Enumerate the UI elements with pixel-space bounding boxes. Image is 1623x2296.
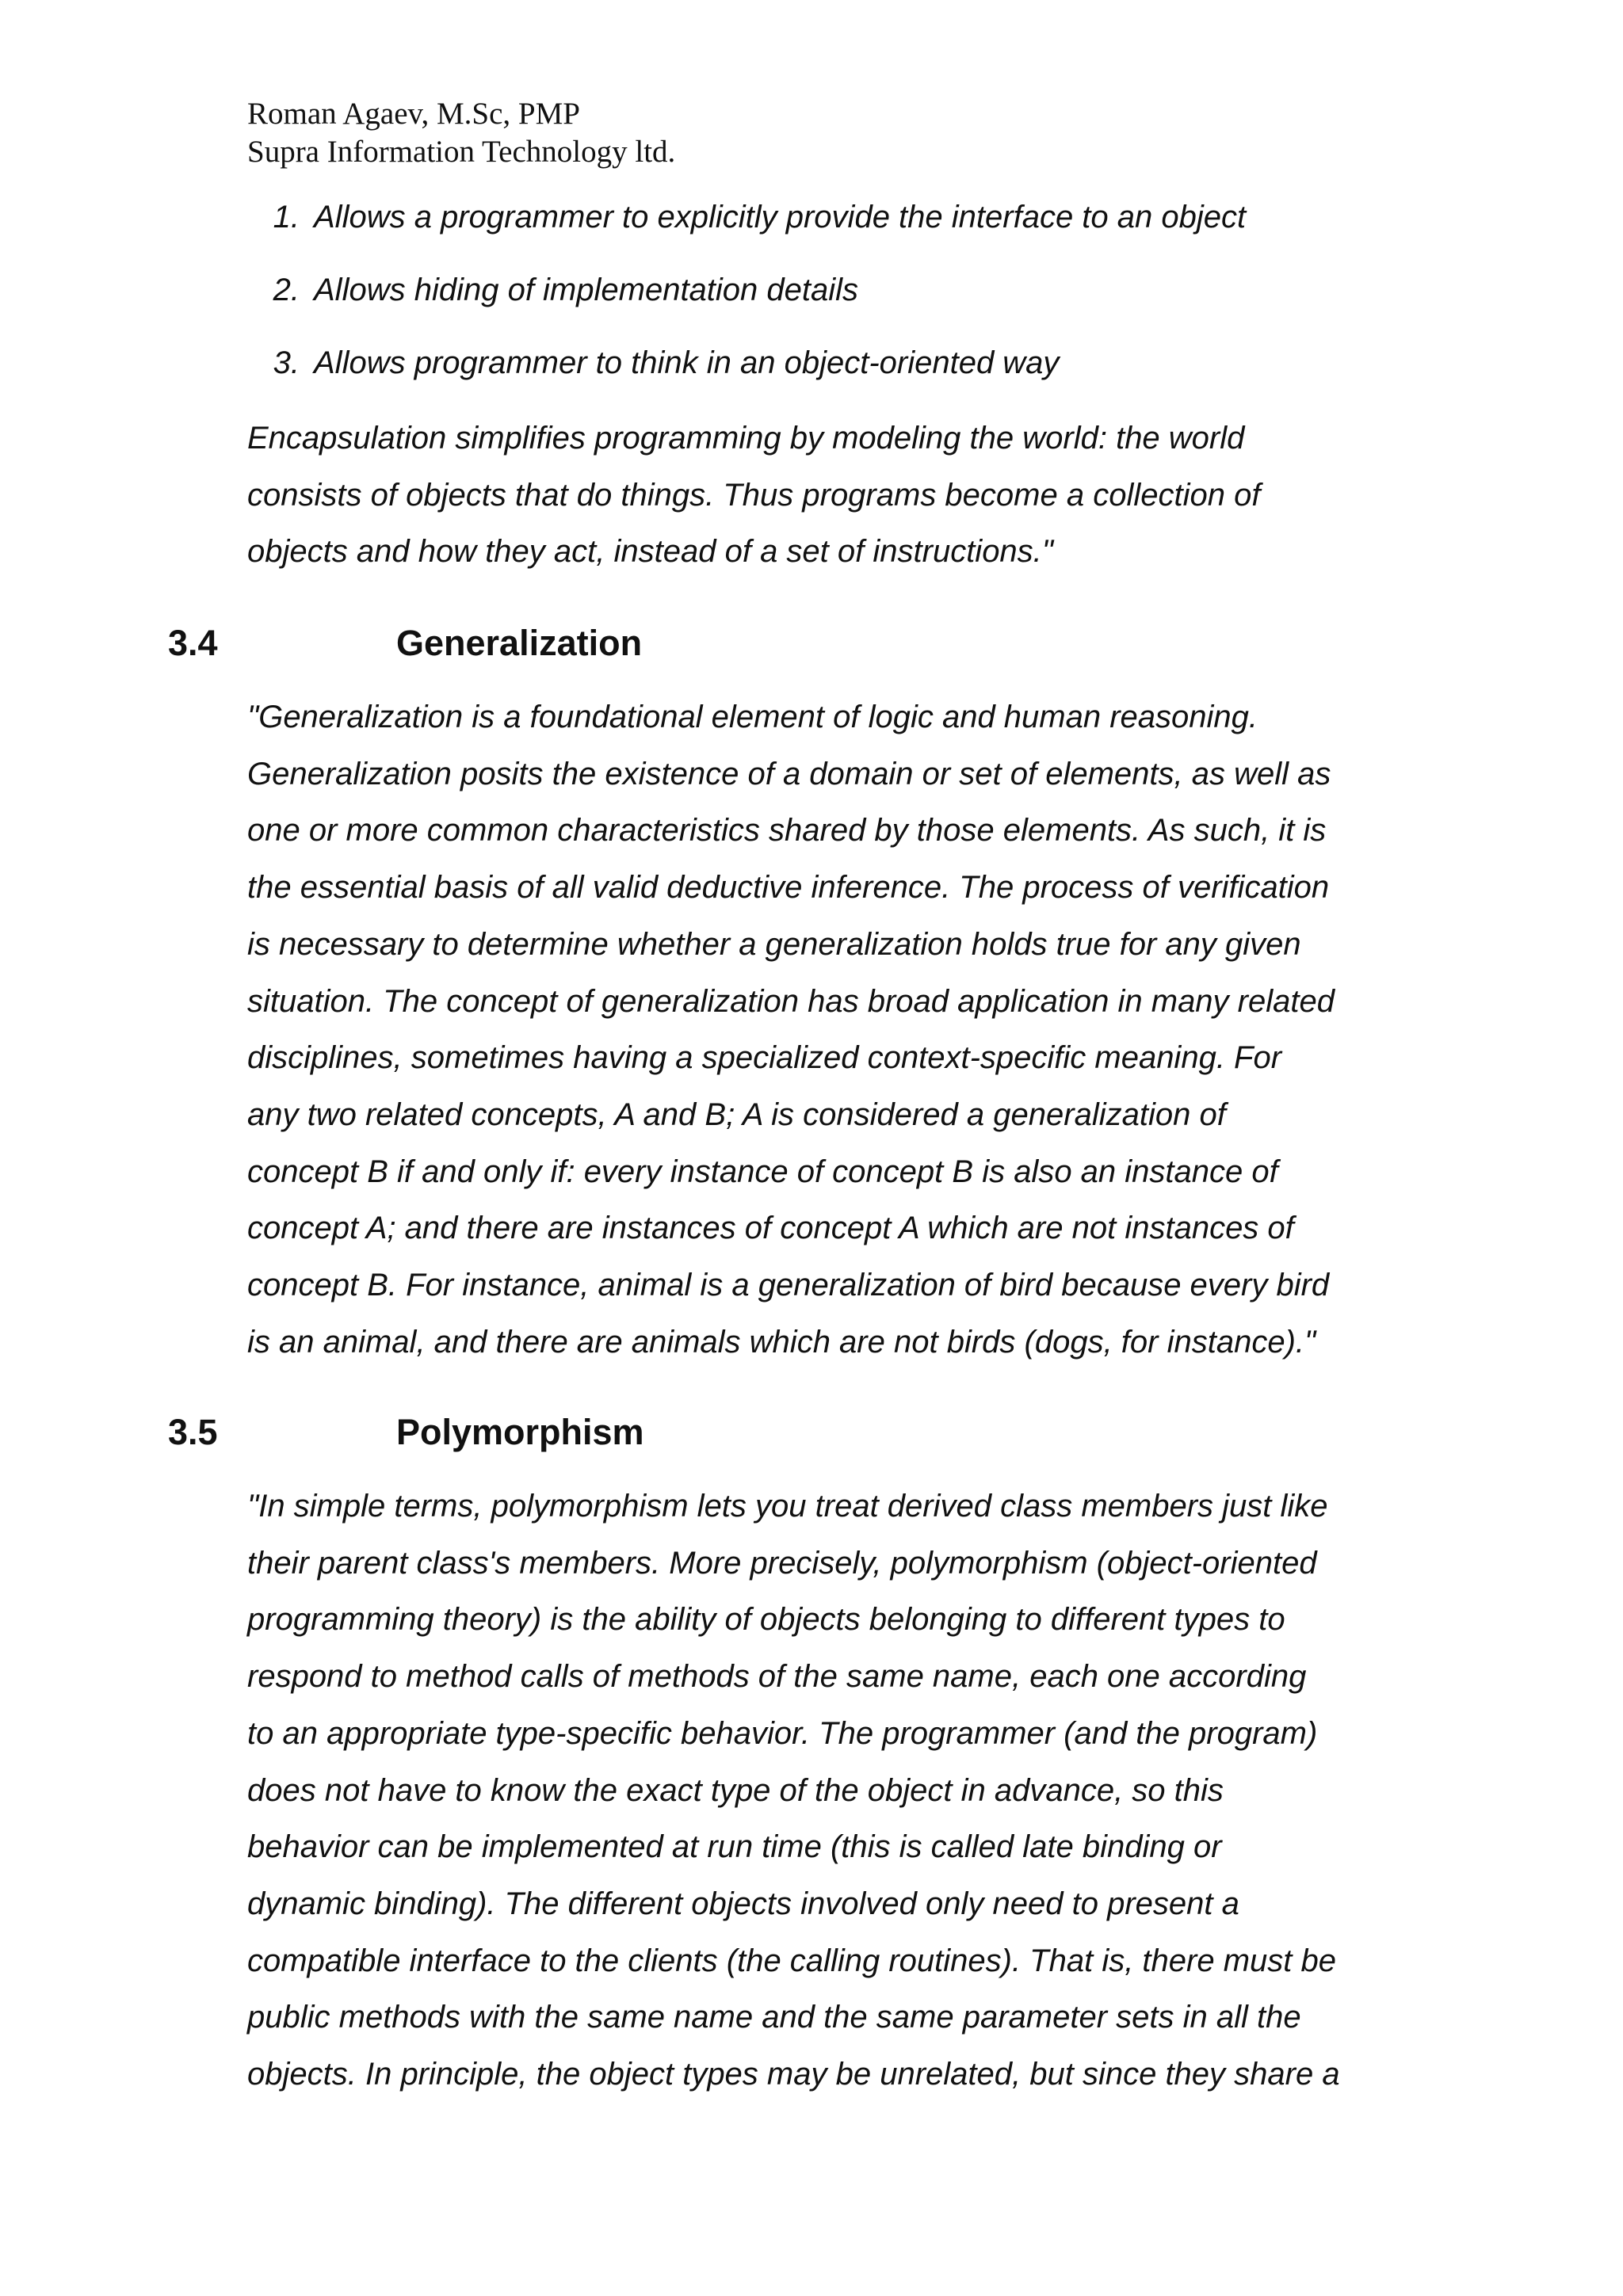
text-line: does not have to know the exact type of the object in advance, so this — [247, 1772, 1224, 1808]
text-line: objects and how they act, instead of a set of instructions." — [247, 534, 1053, 570]
list-item-text: Allows a programmer to explicitly provide the interface to an object — [314, 200, 1247, 235]
text-line: behavior can be implemented at run time (this is called late binding or — [247, 1829, 1222, 1865]
text-line: respond to method calls of methods of the same name, each one according — [247, 1659, 1307, 1695]
list-item — [247, 266, 1396, 339]
generalization-paragraph — [247, 689, 1388, 1371]
text-line: public methods with the same name and the same parameter sets in all the — [247, 2000, 1301, 2035]
text-line: concept A; and there are instances of concept A which are not instances of — [247, 1211, 1294, 1246]
text-line: "Generalization is a foundational element of logic and human reasoning. — [247, 700, 1258, 734]
text-line: any two related concepts, A and B; A is considered a generalization of — [247, 1097, 1226, 1132]
list-item-number: 3. — [273, 345, 300, 380]
text-line: one or more common characteristics shared by those elements. As such, it is — [247, 813, 1327, 849]
section-number: 3.5 — [168, 1412, 218, 1452]
text-line: to an appropriate type-specific behavior. The programmer (and the program) — [247, 1715, 1318, 1751]
list-item-number: 2. — [273, 273, 300, 307]
text-line: the essential basis of all valid deductive inference. The process of verification — [247, 870, 1330, 906]
section-title: Polymorphism — [396, 1412, 644, 1452]
header-author: Roman Agaev, M.Sc, PMP — [247, 97, 580, 131]
list-item-text: Allows programmer to think in an object-oriented way — [314, 345, 1060, 380]
section-heading-polymorphism — [168, 1409, 644, 1456]
text-line: situation. The concept of generalization has broad application in many related — [247, 983, 1335, 1019]
text-line: concept B. For instance, animal is a generalization of bird because every bird — [247, 1268, 1330, 1303]
text-line: dynamic binding). The different objects involved only need to present a — [247, 1886, 1239, 1921]
text-line: concept B if and only if: every instance of concept B is also an instance of — [247, 1154, 1278, 1189]
text-line: "In simple terms, polymorphism lets you treat derived class members just like — [247, 1489, 1328, 1524]
text-line: their parent class's members. More precisely, polymorphism (object-oriented — [247, 1545, 1317, 1581]
text-line: programming theory) is the ability of objects belonging to different types to — [247, 1602, 1285, 1638]
encapsulation-paragraph — [247, 410, 1388, 581]
section-heading-generalization — [168, 620, 642, 667]
text-line: is necessary to determine whether a generalization holds true for any given — [247, 926, 1301, 962]
list-item-number: 1. — [273, 200, 300, 235]
text-line: Encapsulation simplifies programming by modeling the world: the world — [247, 421, 1245, 456]
text-line: objects. In principle, the object types may be unrelated, but since they share a — [247, 2057, 1340, 2092]
text-line: consists of objects that do things. Thus programs become a collection of — [247, 477, 1261, 513]
text-line: Generalization posits the existence of a domain or set of elements, as well as — [247, 756, 1331, 791]
list-item — [247, 339, 1396, 412]
section-title: Generalization — [396, 623, 643, 663]
list-item-text: Allows hiding of implementation details — [314, 273, 859, 307]
section-number: 3.4 — [168, 623, 218, 663]
header-company: Supra Information Technology ltd. — [247, 135, 676, 169]
encapsulation-benefits-list — [247, 193, 1396, 412]
text-line: compatible interface to the clients (the calling routines). That is, there must be — [247, 1943, 1337, 1978]
text-line: disciplines, sometimes having a specialized context-specific meaning. For — [247, 1040, 1282, 1076]
page-header — [247, 95, 675, 171]
list-item — [247, 193, 1396, 266]
polymorphism-paragraph — [247, 1478, 1388, 2103]
text-line: is an animal, and there are animals which are not birds (dogs, for instance)." — [247, 1324, 1316, 1360]
